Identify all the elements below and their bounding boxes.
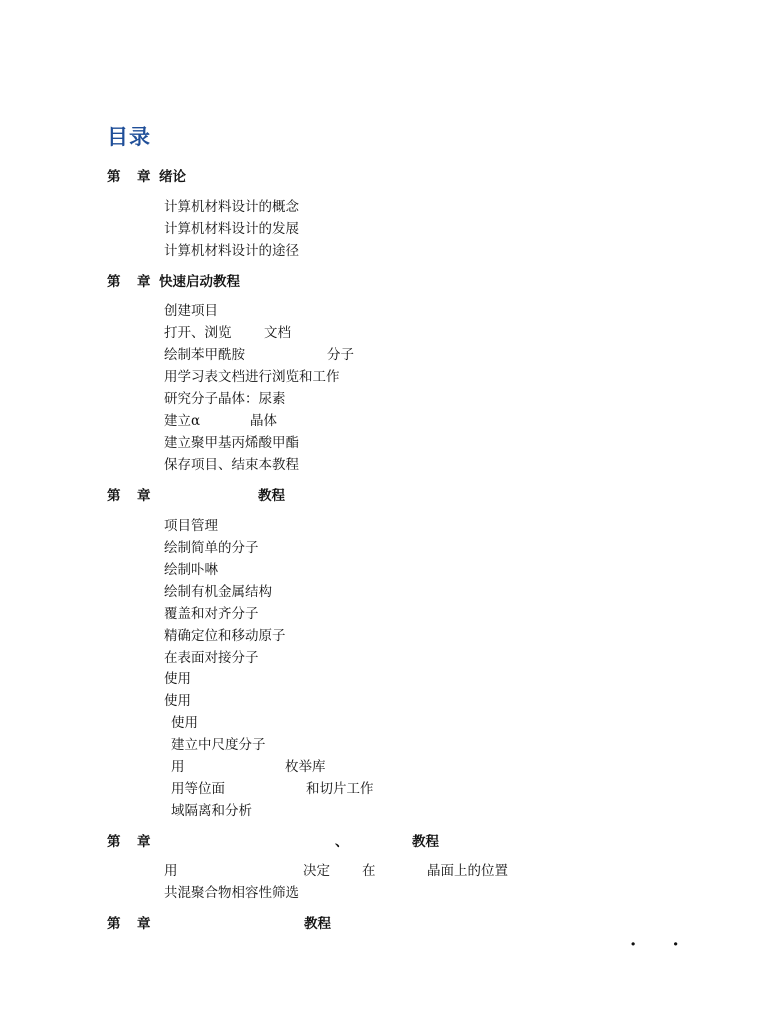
toc-entry-part: 用 bbox=[164, 863, 178, 879]
toc-entry[interactable]: 创建项目 bbox=[164, 303, 218, 319]
toc-entry[interactable]: 计算机材料设计的发展 bbox=[164, 221, 299, 237]
toc-entry-part: 建立α bbox=[164, 413, 201, 429]
toc-entry[interactable]: 绘制有机金属结构 bbox=[164, 584, 272, 600]
toc-entry[interactable]: 覆盖和对齐分子 bbox=[164, 606, 259, 622]
chapter-name: 教程 bbox=[304, 916, 331, 932]
chapter-word-zhang: 章 bbox=[137, 916, 151, 932]
toc-entry[interactable]: 精确定位和移动原子 bbox=[164, 628, 286, 644]
toc-entry-part: 和切片工作 bbox=[306, 781, 374, 797]
toc-entry-part: 文档 bbox=[264, 325, 291, 341]
toc-entry[interactable]: 绘制简单的分子 bbox=[164, 540, 259, 556]
chapter-word-di: 第 bbox=[107, 916, 121, 932]
chapter-name: 教程 bbox=[412, 834, 439, 850]
chapter-word-zhang: 章 bbox=[137, 488, 151, 504]
chapter-word-di: 第 bbox=[107, 488, 121, 504]
chapter-word-di: 第 bbox=[107, 834, 121, 850]
chapter-name: 教程 bbox=[258, 488, 285, 504]
chapter-name: 绪论 bbox=[159, 169, 186, 185]
toc-entry-part: 用等位面 bbox=[171, 781, 225, 797]
toc-entry-part: 晶体 bbox=[250, 413, 277, 429]
toc-entry[interactable]: 在表面对接分子 bbox=[164, 650, 259, 666]
toc-entry-part: 决定 bbox=[303, 863, 330, 879]
chapter-word-di: 第 bbox=[107, 169, 121, 185]
toc-entry-part: 晶面上的位置 bbox=[427, 863, 508, 879]
toc-entry[interactable]: 绘制卟啉 bbox=[164, 562, 218, 578]
toc-entry[interactable]: 项目管理 bbox=[164, 518, 218, 534]
toc-entry-part: 绘制苯甲酰胺 bbox=[164, 347, 245, 363]
toc-entry-part: 枚举库 bbox=[285, 759, 326, 775]
toc-entry[interactable]: 用学习表文档进行浏览和工作 bbox=[164, 369, 340, 385]
chapter-word-zhang: 章 bbox=[137, 274, 151, 290]
chapter-name-separator: 、 bbox=[335, 834, 349, 850]
toc-entry-part: 用 bbox=[171, 759, 185, 775]
toc-entry[interactable]: 建立中尺度分子 bbox=[171, 737, 266, 753]
toc-entry[interactable]: 共混聚合物相容性筛选 bbox=[164, 885, 299, 901]
toc-entry[interactable]: 计算机材料设计的概念 bbox=[164, 199, 299, 215]
toc-entry-part: 分子 bbox=[327, 347, 354, 363]
chapter-word-zhang: 章 bbox=[137, 169, 151, 185]
toc-entry[interactable]: 计算机材料设计的途径 bbox=[164, 243, 299, 259]
chapter-name: 快速启动教程 bbox=[159, 274, 240, 290]
toc-entry[interactable]: 保存项目、结束本教程 bbox=[164, 457, 299, 473]
toc-entry-part: 打开、浏览 bbox=[164, 325, 232, 341]
toc-entry[interactable]: 使用 bbox=[164, 693, 191, 709]
chapter-word-di: 第 bbox=[107, 274, 121, 290]
toc-entry[interactable]: 研究分子晶体：尿素 bbox=[164, 391, 286, 407]
toc-entry-part: 在 bbox=[362, 863, 376, 879]
toc-entry[interactable]: 建立聚甲基丙烯酸甲酯 bbox=[164, 435, 299, 451]
toc-title: 目录 bbox=[107, 125, 151, 149]
toc-entry[interactable]: 使用 bbox=[171, 715, 198, 731]
toc-entry[interactable]: 使用 bbox=[164, 671, 191, 687]
chapter-word-zhang: 章 bbox=[137, 834, 151, 850]
toc-entry[interactable]: 域隔离和分析 bbox=[171, 803, 252, 819]
footer-dots: · · bbox=[630, 934, 694, 955]
